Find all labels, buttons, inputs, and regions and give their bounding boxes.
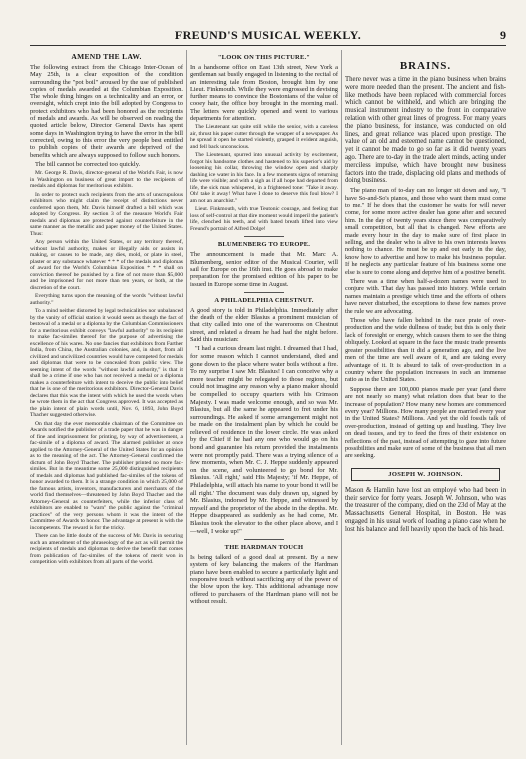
blumenberg-heading: BLUMENBERG TO EUROPE. (217, 241, 311, 249)
hardman-touch-heading: THE HARDMAN TOUCH (224, 544, 304, 552)
column-middle (190, 50, 338, 749)
amend-paragraph: On that day the ever memorable chairman of the Committee on Awards notified the publisher of a trade paper that he was in danger of fine and imprisonment for printing, by way of advertisement, a fac-simile of a diploma of award. The alarmed publisher at once applied to the Attorney-General of the United States for an opinion as to the meaning of the act. The Attorney-General confirmed the dictum of John Boyd Thacher. The publisher printed no more fac-similes. But in the meantime some 25,000 distinguished recipients of medals and diplomas had published fac-similes of the tokens of honor awarded to them. It is a strange condition in which 25,000 of the famous artists, inventors, manufacturers and merchants of the world find themselves—threatened by John Boyd Thacher and the Attorney-General as counterfeiters, while the inferior class of exhibitors are enabled to "warn" the public against the "criminal practices" of the very persons whom it was the intent of the Committee of Awards to honor. The advantage at present is with the incompetents. The reward is for the tricky. (30, 420, 183, 531)
hardman-paragraph: Is being talked of a good deal at present. By a new system of key balancing the makers of the Hardman piano have been enabled to secure a particularly light and responsive touch without sacrificing any of the power of the blow upon the key. This additional advantage now offered to purchasers of the Hardman piano will not be without result. (190, 554, 338, 605)
look-paragraph: In a handsome office on East 13th street, New York a gentleman sat busily engaged in listening to the recital of an interesting tale from Boston, brought him by one Lieut. Finkmouth. While they were engrossed in devising further means to convince the Bostonians of the value of cooey hair, the office boy brought in the morning mail. The letters were quickly opened and went to various departments for attention. (190, 64, 338, 123)
chestnut-paragraph: A good story is told in Philadelphia. Immediately after the death of the elder Blasius a prominent musician of that city called into one of the warerooms on Chestnut street, and related a dream he had had the night before. Said this musician: (190, 306, 338, 344)
joseph-johnson-heading: JOSEPH W. JOHNSON. (351, 468, 500, 481)
look-paragraph: Lieut. Finkmouth, with true Teutonic courage, and feeling that loss of self-control at that dire moment would imperil the patient's life, clenched his teeth, and with bated breath lifted into view Freund's portrait of Alfred Dolge! (190, 206, 338, 232)
column-divider (341, 50, 342, 745)
page-header (30, 28, 506, 46)
brains-paragraph: There was a time when half-a-dozen names were used to conjure with. That day has passed into history. While certain names maintain a prestige which time and the efforts of others have never disturbed, the exceptions to these few names prove the rule we are advocating. (345, 278, 506, 315)
section-divider (244, 539, 284, 540)
section-divider (244, 292, 284, 293)
masthead-title: FREUND'S MUSICAL WEEKLY. (174, 28, 362, 42)
brains-paragraph: There never was a time in the piano business when brains were more needed than the present. The ancient and fish-like methods have been replaced with commercial forces which cannot be withheld, and which are bringing the musical instrument industry to the front in comparative relation with other great lines of progress. For many years the piano business, for instance, was conducted on old lines, and great reliance was placed upon prestige. The value of an old and esteemed name cannot be questioned, yet it cannot be made to go so far as it did twenty years ago. There are to-day in the trade alert minds, acting under merciless impulse, which have brought new business factors into the trade, displacing old plans and methods of doing business. (345, 76, 506, 185)
amend-paragraph: Mr. George R. Davis, director-general of the World's Fair, is now in Washington on business of great import to the recipients of medals and diplomas for meritorious exhibits. (30, 170, 183, 190)
philadelphia-chestnut-heading: A PHILADELPHIA CHESTNUT. (214, 296, 314, 304)
brains-paragraph: Those who have fallen behind in the race prate of over-production and the wide dullness of trade; but this is only their lack of foresight or energy, which causes them to see the thing obliquely. Looked at square in the face the music trade presents greater possibilities than it did a generation ago, and the live men of the time are well aware of it, and are taking every advantage of it. It is absurd to talk of over-production in a country where the population increases in such an immense ratio as in the United States. (345, 317, 506, 384)
amend-paragraph: To a mind neither distorted by legal technicalities nor unbalanced by the vanity of official station it would seem as though the fact of bestowal of a medal or a diploma by the Columbian Commissioners for a meritorious exhibit conveys "lawful authority" to its recipient to make fac-similes thereof for the purpose of advertising the excellence of his wares. No one fancies that exhibitors from Farther India, from China, the Australian colonies, and, in short, from all civilized and uncivilized countries would have competed for medals and diplomas that were to be concealed from public view. The seeming intent of the words "without lawful authority," is that it shall be a crime if one who has not received a medal or a diploma makes a counterfeiture with intent to deceive the public into belief that he is one of the meritorious exhibitors. Director-General Davis declares that this was the intent with which he used the words when he wrote them in the act that Congress approved. It was accepted as the plain intent of plain words until, Nov. 6, 1893, John Boyd Thacher suggested otherwise. (30, 308, 183, 419)
amend-the-law-heading: AMEND THE LAW. (71, 52, 142, 61)
section-divider (244, 236, 284, 237)
look-paragraph: The Lieutenant sat quite still while the senior, with a careless air, thrust his paper cutter through the wrapper of a newspaper. As he spread it open he started violently, grasped it evident anguish, and fell back unconscious. (190, 124, 338, 150)
brains-paragraph: The piano man of to-day can no longer sit down and say, "I have So-and-So's pianos, and those who want them must come to me." If he does that the customer he waits for will never come, for some more active dealer has gone after and secured him. In the day of twenty years since there was comparatively small competition, but all that is changed. New efforts are made every hour in the day to make sure of first place in selling, and the dealer who is alive to his own interests leaves nothing to chance. He must be up and out early in the day, know how to advertise and how to make his business popular. If he neglects any particular feature of his business some one else is sure to come along and deprive him of a positive benefit. (345, 187, 506, 276)
blumenberg-paragraph: The announcement is made that Mr. Marc A. Blumenberg, senior editor of the Musical Courier, will sail for Europe on the 16th inst. He goes abroad to make preparation for the promised edition of his paper to be issued in Europe some time in August. (190, 251, 338, 288)
brains-paragraph: Suppose there are 100,000 pianos made per year (and there are not nearly so many) what relation does that bear to the increase of population? How many new homes are commenced every year? Millions. How many people are married every year in the United States? Millions. And yet the old fossils talk of over-production, instead of getting up and hustling. They live on dead issues, and try to feed the fires of their existence on reflections of the past, instead of attempting to gaze into future possibilities and make sure of some of the business that all men are seeking. (345, 385, 506, 460)
column-right (345, 50, 506, 749)
amend-paragraph: The bill cannot be corrected too quickly. (35, 160, 141, 168)
johnson-paragraph: Mason & Hamlin have lost an employé who had been in their service for forty years. Joseph W. Johnson, who was the treasurer of the company, died on the 23d of May at the Massachusetts General Hospital, in Boston. He was engaged in his usual work of loading a piano case when he lost his balance and fell heavily upon the back of his head. (345, 486, 506, 533)
amend-paragraph: Any person within the United States, or any territory thereof, without lawful authority, makes or illegally aids or assists in making, or causes to be made, any dies, mold, or plate in steel, plaster or any substance whatever * * * of the medals and diplomas of award for the World's Columbian Exposition * * * shall on conviction thereof be punished by a fine of not more than $5,000 and be imprisoned for not more than ten years, or both, at the discretion of the court. (30, 239, 183, 291)
amend-paragraph: There can be little doubt of the success of Mr. Davis in securing such an amendment of the phraseology of the act as will permit the recipients of medals and diplomas to derive the benefit that comes from publication of fac-similes of the tokens of merit won in competition with exhibitors from all parts of the world. (30, 533, 183, 566)
brains-heading: BRAINS. (399, 60, 452, 72)
column-left (30, 50, 183, 749)
chestnut-paragraph: "I had a curious dream last night. I dreamed that I had, for some reason which I cannot understand, died and gone down to the place where water boils without a fire. To my surprise I saw Mr. Blasius! I can conceive why a more teacher might be relegated to those regions, but could not imagine any reason why a piano maker should be compelled to occupy quarters with his Crimson Majesty. I was made welcome enough, and so was Mr. Blasius, but all the same he appeared to fret under his surroundings. He asked if some arrangement might not be made on the instalment plan by which he could be relieved of residence in the lower circle. He was asked by the Chief if he had any one who would go on his bond and guarantee his return provided the instalments were not promptly paid. There was a trying silence of a few moments, when Mr. C. J. Heppe suddenly appeared on the scene, and volunteered to go bond for Mr. Blasius. 'All right,' said His Majesty; 'if Mr. Heppe, of Philadelphia, will attach his name to your bond it will be all right.' The document was duly drawn up, signed by Mr. Blasius, indorsed by Mr. Heppe, and witnessed by myself and the proprietor of the abode in the depths. Mr. Heppe disappeared as suddenly as he had come, Mr. Blasius took the elevator to the other place above, and I—well, I woke up!" (190, 345, 338, 535)
amend-paragraph: In order to protect such recipients from the arts of unscrupulous exhibitors who might claim the receipt of distinctions never conferred upon them, Mr. Davis himself drafted a bill which was adopted by Congress. By section 3 of the measure World's Fair medals and diplomas are protected against counterfeiture in the same manner as the metallic and paper money of the United States. Thus: (30, 191, 183, 237)
header-rule (30, 45, 506, 46)
amend-paragraph: Everything turns upon the meaning of the words "without lawful authority." (30, 293, 183, 306)
look-on-this-picture-heading: "LOOK ON THIS PICTURE." (217, 54, 311, 61)
amend-paragraph: The following extract from the Chicago Inter-Ocean of May 25th, is a clear exposition of the condition surrounding the "pot boil" aroused by the use of published copies of medals awarded at the Columbian Exposition. The whole thing hinges on a technicality and an error, or oversight, which crept into the bill adopted by Congress to protect exhibitors who had been honored as the recipients of medals and awards. As will be observed on reading the quoted article below, Director General Davis has spent some days in Washington trying to have the error in the bill corrected, owing to this error the very people best entitled to publish copies of their awards are deprived of the benefits which are always supposed to follow such honors. (30, 64, 183, 159)
look-paragraph: The Lieutenant, spurred into unusual activity by excitement, forgot his handsome clothes and hastened to his superior's aid by loosening his collar, throwing the window open and sharply dashing ice water in his face. In a few moments signs of returning life were visible; and with a sigh as if all hope had departed from life, the sick man whispered, in a frightened tone: "Take it away. Oh! take it away! What have I done to deserve this foul blow? I am not an anarchist." (190, 152, 338, 204)
column-divider (186, 50, 187, 745)
page-number: 9 (500, 28, 506, 42)
